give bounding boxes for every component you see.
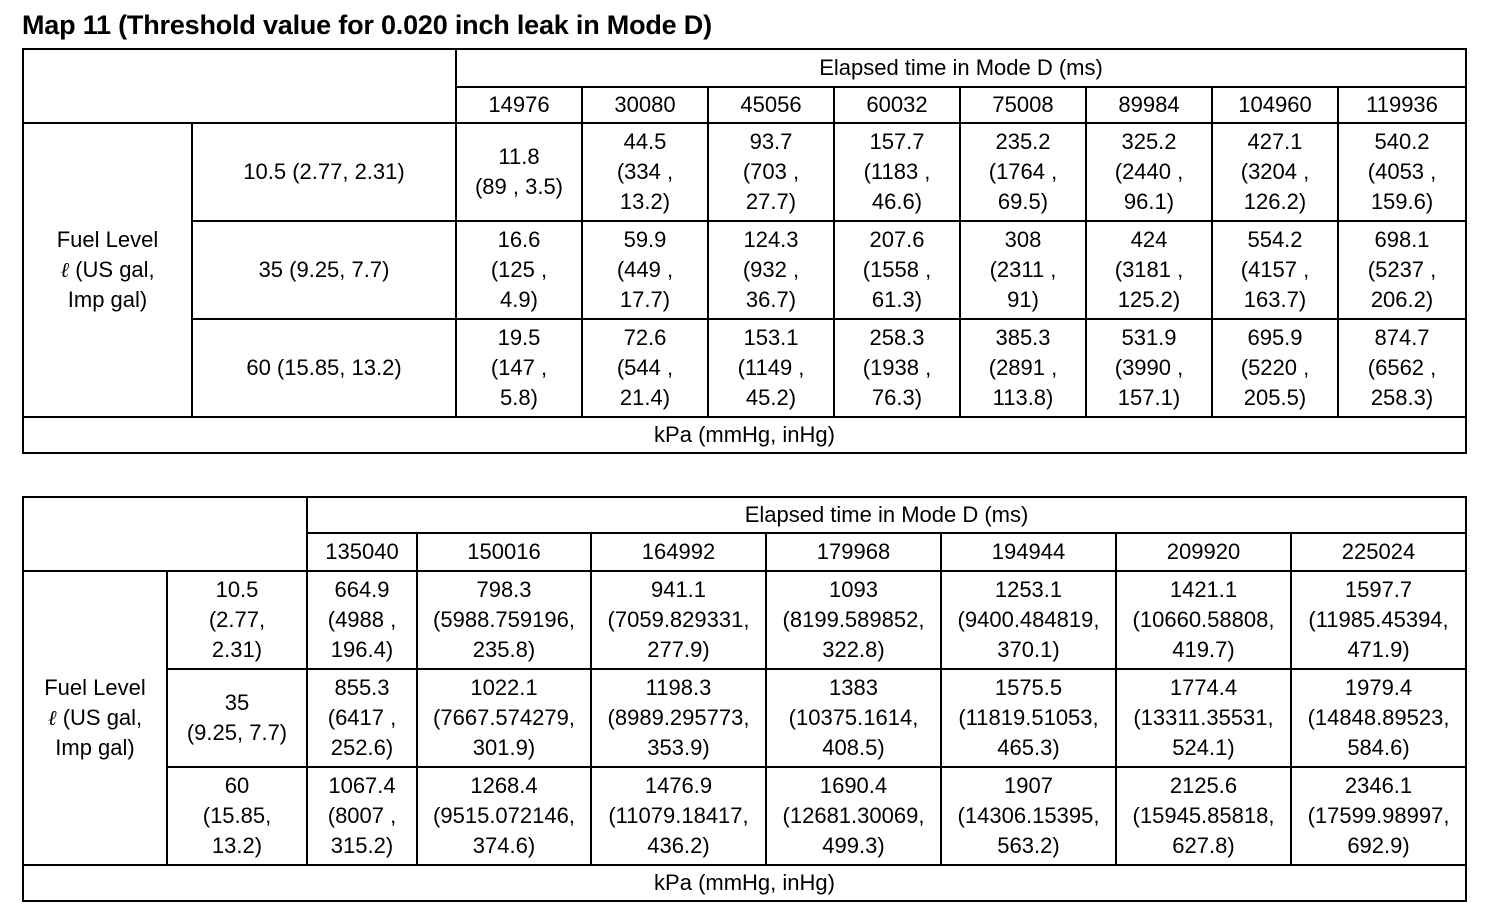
table-row	[23, 767, 1466, 865]
cell-line: (4988 ,	[327, 607, 397, 632]
cell-line: (1558 ,	[862, 257, 932, 282]
cell-line: 855.3	[334, 675, 390, 700]
table-cell	[1086, 123, 1212, 221]
cell-line: 424	[1130, 227, 1168, 252]
cell-line: 524.1)	[1172, 735, 1235, 760]
table-cell	[834, 123, 960, 221]
cell-line: (12681.30069,	[782, 803, 925, 828]
cell-line: 1198.3	[645, 675, 712, 700]
cell-line: 258.3	[869, 325, 925, 350]
row-label-line: 2.31)	[211, 637, 263, 662]
cell-line: 113.8)	[992, 385, 1054, 410]
cell-line: 436.2)	[647, 833, 710, 858]
cell-line: 1597.7	[1344, 577, 1413, 602]
cell-line: 499.3)	[822, 833, 885, 858]
column-header: 119936	[1338, 87, 1466, 123]
cell-line: 419.7)	[1172, 637, 1235, 662]
cell-line: (15945.85818,	[1132, 803, 1275, 828]
cell-line: (5988.759196,	[433, 607, 575, 632]
fuel-level-label	[23, 123, 192, 417]
cell-line: 563.2)	[997, 833, 1060, 858]
cell-line: 159.6)	[1370, 189, 1434, 214]
table-cell	[766, 571, 941, 669]
cell-line: 353.9)	[647, 735, 710, 760]
column-header: 150016	[417, 533, 591, 571]
cell-line: (6562 ,	[1367, 355, 1437, 380]
table-corner	[23, 49, 456, 123]
cell-line: (2440 ,	[1114, 159, 1184, 184]
table-cell	[1291, 571, 1466, 669]
row-label-line: 60	[224, 773, 250, 798]
cell-line: 72.6	[623, 325, 667, 350]
cell-line: 2346.1	[1344, 773, 1413, 798]
cell-line: 36.7)	[745, 287, 797, 312]
table-cell	[1291, 767, 1466, 865]
fuel-level-row-label: 10.5 (2.77, 2.31)	[192, 123, 456, 221]
table-cell	[591, 669, 766, 767]
cell-line: 277.9)	[647, 637, 710, 662]
cell-line: 1476.9	[644, 773, 713, 798]
cell-line: (13311.35531,	[1133, 705, 1274, 730]
cell-line: (9400.484819,	[957, 607, 1100, 632]
units-label: kPa (mmHg, inHg)	[23, 865, 1466, 901]
cell-line: 252.6)	[330, 735, 394, 760]
cell-line: 874.7	[1374, 325, 1430, 350]
cell-line: 1268.4	[470, 773, 538, 798]
cell-line: 698.1	[1374, 227, 1430, 252]
cell-line: 322.8)	[822, 637, 885, 662]
column-header: 179968	[766, 533, 941, 571]
cell-line: 206.2)	[1370, 287, 1434, 312]
fuel-level-units: (US gal,	[56, 705, 143, 730]
cell-line: 4.9)	[500, 287, 538, 312]
cell-line: (14848.89523,	[1307, 705, 1450, 730]
table-cell	[582, 123, 708, 221]
cell-line: (11079.18417,	[608, 803, 749, 828]
cell-line: 2125.6	[1169, 773, 1238, 798]
cell-line: 44.5	[623, 129, 667, 154]
cell-line: 370.1)	[997, 637, 1060, 662]
cell-line: 1421.1	[1169, 577, 1238, 602]
cell-line: 126.2)	[1243, 189, 1307, 214]
table-cell	[591, 571, 766, 669]
cell-line: 27.7)	[745, 189, 797, 214]
fuel-level-units: (US gal,	[69, 257, 155, 282]
cell-line: 941.1	[650, 577, 707, 602]
column-header: 14976	[456, 87, 582, 123]
cell-line: 471.9)	[1347, 637, 1410, 662]
cell-line: 374.6)	[472, 833, 536, 858]
cell-line: 315.2)	[330, 833, 394, 858]
cell-line: (544 ,	[616, 355, 674, 380]
table-cell	[766, 669, 941, 767]
cell-line: 69.5)	[997, 189, 1049, 214]
cell-line: (4053 ,	[1367, 159, 1437, 184]
table-cell	[1212, 221, 1338, 319]
cell-line: 153.1	[743, 325, 799, 350]
cell-line: 21.4)	[619, 385, 671, 410]
cell-line: 1690.4	[819, 773, 888, 798]
fuel-level-line1: Fuel Level	[56, 227, 159, 252]
table-cell	[456, 221, 582, 319]
cell-line: (6417 ,	[327, 705, 397, 730]
table-cell	[582, 319, 708, 417]
table-cell	[1086, 319, 1212, 417]
table-row	[23, 669, 1466, 767]
cell-line: 19.5	[497, 325, 541, 350]
cell-line: 93.7	[749, 129, 793, 154]
row-label-line: (15.85,	[202, 803, 272, 828]
cell-line: (10375.1614,	[788, 705, 919, 730]
table-cell	[456, 319, 582, 417]
cell-line: (1938 ,	[862, 355, 932, 380]
cell-line: (147 ,	[490, 355, 548, 380]
cell-line: 124.3	[743, 227, 799, 252]
cell-line: 308	[1004, 227, 1042, 252]
cell-line: (89 , 3.5)	[474, 174, 564, 199]
table-cell	[941, 767, 1116, 865]
cell-line: 325.2	[1121, 129, 1177, 154]
table-cell	[1212, 319, 1338, 417]
table-cell	[708, 221, 834, 319]
table-cell	[1212, 123, 1338, 221]
row-label-line: 10.5	[215, 577, 259, 602]
cell-line: (3990 ,	[1114, 355, 1184, 380]
cell-line: 157.7	[869, 129, 925, 154]
table-cell	[708, 319, 834, 417]
row-label-line: (9.25, 7.7)	[186, 720, 288, 745]
table-row	[23, 571, 1466, 669]
liter-symbol: ℓ	[47, 706, 57, 730]
cell-line: 1979.4	[1344, 675, 1413, 700]
cell-line: (8007 ,	[327, 803, 397, 828]
cell-line: (7059.829331,	[607, 607, 750, 632]
column-header: 60032	[834, 87, 960, 123]
row-label-line: 13.2)	[211, 833, 263, 858]
table-cell	[1086, 221, 1212, 319]
liter-symbol: ℓ	[60, 258, 70, 282]
table-corner	[23, 497, 307, 571]
column-header: 104960	[1212, 87, 1338, 123]
table-cell	[834, 319, 960, 417]
cell-line: 408.5)	[822, 735, 885, 760]
cell-line: 1383	[829, 675, 878, 700]
table-cell	[307, 767, 417, 865]
cell-line: 1067.4	[328, 773, 396, 798]
elapsed-time-header: Elapsed time in Mode D (ms)	[307, 497, 1466, 533]
threshold-table-2	[22, 496, 1467, 902]
cell-line: (125 ,	[490, 257, 548, 282]
table-cell	[582, 221, 708, 319]
table-cell	[960, 221, 1086, 319]
table-cell	[417, 571, 591, 669]
cell-line: 13.2)	[619, 189, 671, 214]
column-header: 30080	[582, 87, 708, 123]
table-cell	[1116, 571, 1291, 669]
cell-line: (449 ,	[616, 257, 674, 282]
threshold-table-1	[22, 48, 1467, 454]
fuel-level-row-label: 35 (9.25, 7.7)	[192, 221, 456, 319]
fuel-level-line3: Imp gal)	[67, 287, 148, 312]
cell-line: 1093	[829, 577, 878, 602]
units-label: kPa (mmHg, inHg)	[23, 417, 1466, 453]
cell-line: (334 ,	[616, 159, 674, 184]
table-cell	[960, 123, 1086, 221]
cell-line: 96.1)	[1123, 189, 1175, 214]
table-cell	[834, 221, 960, 319]
cell-line: 692.9)	[1347, 833, 1410, 858]
cell-line: (1764 ,	[988, 159, 1058, 184]
fuel-level-line3: Imp gal)	[55, 735, 135, 760]
cell-line: (2891 ,	[988, 355, 1058, 380]
cell-line: 627.8)	[1172, 833, 1235, 858]
table-cell	[1116, 767, 1291, 865]
cell-line: (932 ,	[742, 257, 800, 282]
cell-line: 664.9	[334, 577, 390, 602]
cell-line: 798.3	[476, 577, 532, 602]
table-cell	[1338, 319, 1466, 417]
cell-line: 61.3)	[871, 287, 923, 312]
row-label-line: 35	[224, 690, 250, 715]
table-cell	[307, 571, 417, 669]
cell-line: (7667.574279,	[433, 705, 575, 730]
cell-line: (5220 ,	[1240, 355, 1310, 380]
cell-line: 157.1)	[1117, 385, 1181, 410]
table-cell	[941, 669, 1116, 767]
cell-line: 465.3)	[997, 735, 1060, 760]
column-header: 164992	[591, 533, 766, 571]
cell-line: 554.2	[1247, 227, 1303, 252]
cell-line: (4157 ,	[1240, 257, 1310, 282]
elapsed-time-header: Elapsed time in Mode D (ms)	[456, 49, 1466, 87]
table-cell	[417, 767, 591, 865]
cell-line: (2311 ,	[989, 257, 1057, 282]
table-cell	[1116, 669, 1291, 767]
fuel-level-label	[23, 571, 167, 865]
cell-line: 91)	[1007, 287, 1039, 312]
table-row	[23, 221, 1466, 319]
cell-line: 11.8	[498, 144, 540, 169]
cell-line: 205.5)	[1243, 385, 1307, 410]
cell-line: 46.6)	[871, 189, 923, 214]
cell-line: (11819.51053,	[958, 705, 1099, 730]
cell-line: 301.9)	[472, 735, 536, 760]
cell-line: 196.4)	[330, 637, 394, 662]
cell-line: 427.1	[1247, 129, 1303, 154]
cell-line: 163.7)	[1243, 287, 1307, 312]
cell-line: 258.3)	[1370, 385, 1434, 410]
table-cell	[307, 669, 417, 767]
cell-line: 584.6)	[1347, 735, 1410, 760]
cell-line: 1575.5	[994, 675, 1063, 700]
cell-line: 125.2)	[1117, 287, 1181, 312]
table-cell	[456, 123, 582, 221]
cell-line: 235.2	[995, 129, 1051, 154]
cell-line: 76.3)	[871, 385, 923, 410]
cell-line: (14306.15395,	[957, 803, 1100, 828]
cell-line: (703 ,	[742, 159, 800, 184]
fuel-level-line2	[26, 703, 164, 733]
cell-line: 207.6	[869, 227, 925, 252]
cell-line: (9515.072146,	[433, 803, 575, 828]
row-label-line: (2.77,	[208, 607, 266, 632]
column-header: 45056	[708, 87, 834, 123]
cell-line: (8199.589852,	[782, 607, 925, 632]
cell-line: (11985.45394,	[1308, 607, 1449, 632]
cell-line: (5237 ,	[1367, 257, 1437, 282]
cell-line: (1149 ,	[737, 355, 805, 380]
cell-line: 695.9	[1247, 325, 1303, 350]
fuel-level-line2	[26, 255, 189, 285]
cell-line: 385.3	[995, 325, 1051, 350]
fuel-level-line1: Fuel Level	[44, 675, 146, 700]
table-cell	[591, 767, 766, 865]
table-cell	[1338, 123, 1466, 221]
cell-line: 1022.1	[470, 675, 538, 700]
cell-line: 5.8)	[500, 385, 538, 410]
column-header: 209920	[1116, 533, 1291, 571]
table-cell	[766, 767, 941, 865]
table-row	[23, 319, 1466, 417]
cell-line: (17599.98997,	[1307, 803, 1450, 828]
table-cell	[941, 571, 1116, 669]
cell-line: 531.9	[1121, 325, 1177, 350]
table-cell	[1291, 669, 1466, 767]
table-cell	[708, 123, 834, 221]
fuel-level-row-label	[167, 767, 307, 865]
cell-line: 17.7)	[619, 287, 671, 312]
table-cell	[960, 319, 1086, 417]
column-header: 89984	[1086, 87, 1212, 123]
cell-line: 1774.4	[1169, 675, 1238, 700]
cell-line: (10660.58808,	[1132, 607, 1275, 632]
cell-line: 16.6	[497, 227, 541, 252]
cell-line: 235.8)	[472, 637, 536, 662]
fuel-level-row-label	[167, 669, 307, 767]
cell-line: 59.9	[623, 227, 667, 252]
fuel-level-row-label	[167, 571, 307, 669]
cell-line: 1253.1	[994, 577, 1063, 602]
cell-line: 1907	[1004, 773, 1053, 798]
column-header: 194944	[941, 533, 1116, 571]
cell-line: (8989.295773,	[607, 705, 750, 730]
table-cell	[417, 669, 591, 767]
column-header: 135040	[307, 533, 417, 571]
column-header: 75008	[960, 87, 1086, 123]
cell-line: (3204 ,	[1240, 159, 1310, 184]
table-row	[23, 123, 1466, 221]
page-title: Map 11 (Threshold value for 0.020 inch leak in Mode D)	[22, 10, 712, 40]
column-header: 225024	[1291, 533, 1466, 571]
table-cell	[1338, 221, 1466, 319]
cell-line: (3181 ,	[1114, 257, 1184, 282]
fuel-level-row-label: 60 (15.85, 13.2)	[192, 319, 456, 417]
cell-line: (1183 ,	[863, 159, 931, 184]
cell-line: 45.2)	[745, 385, 797, 410]
cell-line: 540.2	[1374, 129, 1430, 154]
